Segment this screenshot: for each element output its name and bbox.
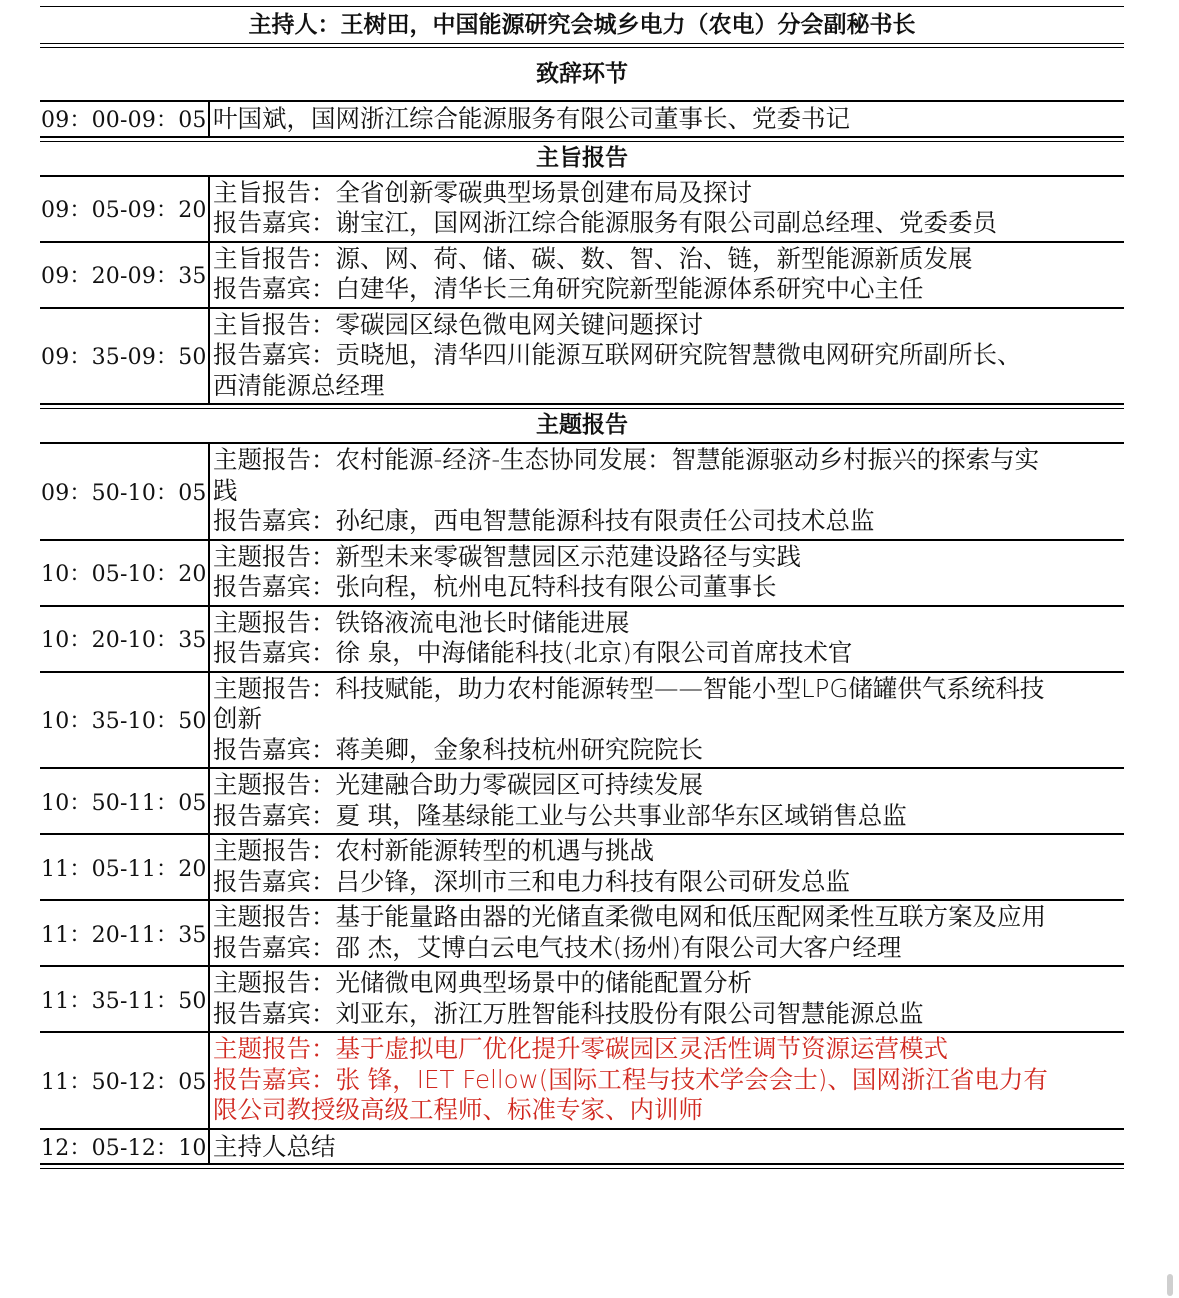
- session-line: 主旨报告：全省创新零碳典型场景创建布局及探讨: [213, 177, 752, 207]
- session-line: 主题报告：农村能源-经济-生态协同发展：智慧能源驱动乡村振兴的探索与实: [213, 445, 1040, 474]
- section-0: [40, 47, 1124, 138]
- time-slot: 09：00-09：05: [40, 102, 210, 136]
- session-line: 主题报告：光建融合助力零碳园区可持续发展: [213, 770, 703, 799]
- session-content: [210, 177, 1124, 241]
- agenda-row: [40, 769, 1124, 835]
- session-line: 报告嘉宾：刘亚东，浙江万胜智能科技股份有限公司智慧能源总监: [213, 998, 924, 1028]
- session-line: 报告嘉宾：邵 杰，艾博白云电气技术(扬州)有限公司大客户经理: [213, 932, 902, 962]
- time-slot: 12：05-12：10: [40, 1130, 210, 1164]
- session-content: [210, 769, 1124, 833]
- time-slot: 11：20-11：35: [40, 901, 210, 965]
- agenda-row: [40, 243, 1124, 309]
- agenda-row: [40, 177, 1124, 243]
- session-content: [210, 243, 1124, 307]
- time-slot: 10：50-11：05: [40, 769, 210, 833]
- session-line: 主题报告：基于能量路由器的光储直柔微电网和低压配网柔性互联方案及应用: [213, 902, 1046, 931]
- agenda-row: [40, 835, 1124, 901]
- section-2: [40, 408, 1124, 1165]
- session-line: 主题报告：新型未来零碳智慧园区示范建设路径与实践: [213, 541, 801, 571]
- time-slot: 09：20-09：35: [40, 243, 210, 307]
- session-line: 报告嘉宾：夏 琪，隆基绿能工业与公共事业部华东区域销售总监: [213, 800, 907, 830]
- session-line: 报告嘉宾：徐 泉，中海储能科技(北京)有限公司首席技术官: [213, 638, 853, 667]
- agenda-row: [40, 901, 1124, 967]
- moderator-title: 主持人：王树田，中国能源研究会城乡电力（农电）分会副秘书长: [40, 7, 1124, 44]
- session-line: 限公司教授级高级工程师、标准专家、内训师: [213, 1095, 703, 1124]
- session-content: [210, 835, 1124, 899]
- time-slot: 10：35-10：50: [40, 673, 210, 768]
- bottom-rule: [40, 1168, 1124, 1169]
- session-content: [210, 309, 1124, 404]
- session-line: 创新: [213, 704, 262, 733]
- session-line: 践: [213, 475, 238, 505]
- session-content: [210, 901, 1124, 965]
- agenda-row: [40, 967, 1124, 1033]
- session-content: [210, 967, 1124, 1031]
- session-line: 报告嘉宾：吕少锋，深圳市三和电力科技有限公司研发总监: [213, 866, 850, 896]
- session-line: 主旨报告：源、网、荷、储、碳、数、智、治、链，新型能源新质发展: [213, 243, 973, 273]
- session-content: [210, 1130, 1124, 1164]
- agenda-row: [40, 607, 1124, 673]
- agenda-row: [40, 102, 1124, 138]
- agenda-table: [40, 0, 1124, 1169]
- section-heading: 致辞环节: [40, 48, 1124, 102]
- session-line: 主题报告：科技赋能，助力农村能源转型——智能小型LPG储罐供气系统科技: [213, 673, 1045, 703]
- agenda-row: [40, 1130, 1124, 1166]
- session-line: 报告嘉宾：谢宝江，国网浙江综合能源服务有限公司副总经理、党委委员: [213, 208, 997, 237]
- session-line: 报告嘉宾：张 锋，IET Fellow(国际工程与技术学会会士)、国网浙江省电力有: [213, 1064, 1048, 1094]
- time-slot: 11：50-12：05: [40, 1033, 210, 1128]
- session-line: 主题报告：铁铬液流电池长时储能进展: [213, 607, 630, 637]
- time-slot: 09：35-09：50: [40, 309, 210, 404]
- session-line: 主题报告：光储微电网典型场景中的储能配置分析: [213, 968, 752, 997]
- time-slot: 09：50-10：05: [40, 444, 210, 539]
- session-line: 西清能源总经理: [213, 370, 385, 400]
- agenda-row: [40, 444, 1124, 541]
- session-line: 报告嘉宾：张向程，杭州电瓦特科技有限公司董事长: [213, 572, 777, 601]
- scroll-indicator: [1167, 1274, 1173, 1296]
- section-1: [40, 141, 1124, 406]
- time-slot: 10：20-10：35: [40, 607, 210, 671]
- section-heading: 主旨报告: [40, 142, 1124, 177]
- top-rule: [40, 0, 1124, 7]
- time-slot: 11：05-11：20: [40, 835, 210, 899]
- session-line: 报告嘉宾：孙纪康，西电智慧能源科技有限责任公司技术总监: [213, 506, 875, 535]
- session-content: [210, 541, 1124, 605]
- session-content: [210, 1033, 1124, 1128]
- agenda-sections: [40, 47, 1124, 1165]
- agenda-row: [40, 541, 1124, 607]
- session-line: 主旨报告：零碳园区绿色微电网关键问题探讨: [213, 309, 703, 339]
- section-heading: 主题报告: [40, 409, 1124, 444]
- session-line: 主题报告：农村新能源转型的机遇与挑战: [213, 836, 654, 865]
- session-line: 报告嘉宾：白建华，清华长三角研究院新型能源体系研究中心主任: [213, 274, 924, 303]
- session-line: 报告嘉宾：蒋美卿，金象科技杭州研究院院长: [213, 734, 703, 764]
- session-line: 主题报告：基于虚拟电厂优化提升零碳园区灵活性调节资源运营模式: [213, 1034, 948, 1063]
- time-slot: 10：05-10：20: [40, 541, 210, 605]
- time-slot: 09：05-09：20: [40, 177, 210, 241]
- session-line: 叶国斌，国网浙江综合能源服务有限公司董事长、党委书记: [213, 104, 850, 133]
- time-slot: 11：35-11：50: [40, 967, 210, 1031]
- session-content: [210, 673, 1124, 768]
- agenda-row: [40, 1033, 1124, 1130]
- session-content: [210, 607, 1124, 671]
- agenda-row: [40, 673, 1124, 770]
- session-line: 主持人总结: [213, 1131, 336, 1161]
- session-line: 报告嘉宾：贡晓旭，清华四川能源互联网研究院智慧微电网研究所副所长、: [213, 340, 1022, 369]
- agenda-row: [40, 309, 1124, 406]
- session-content: [210, 444, 1124, 539]
- session-content: [210, 102, 1124, 136]
